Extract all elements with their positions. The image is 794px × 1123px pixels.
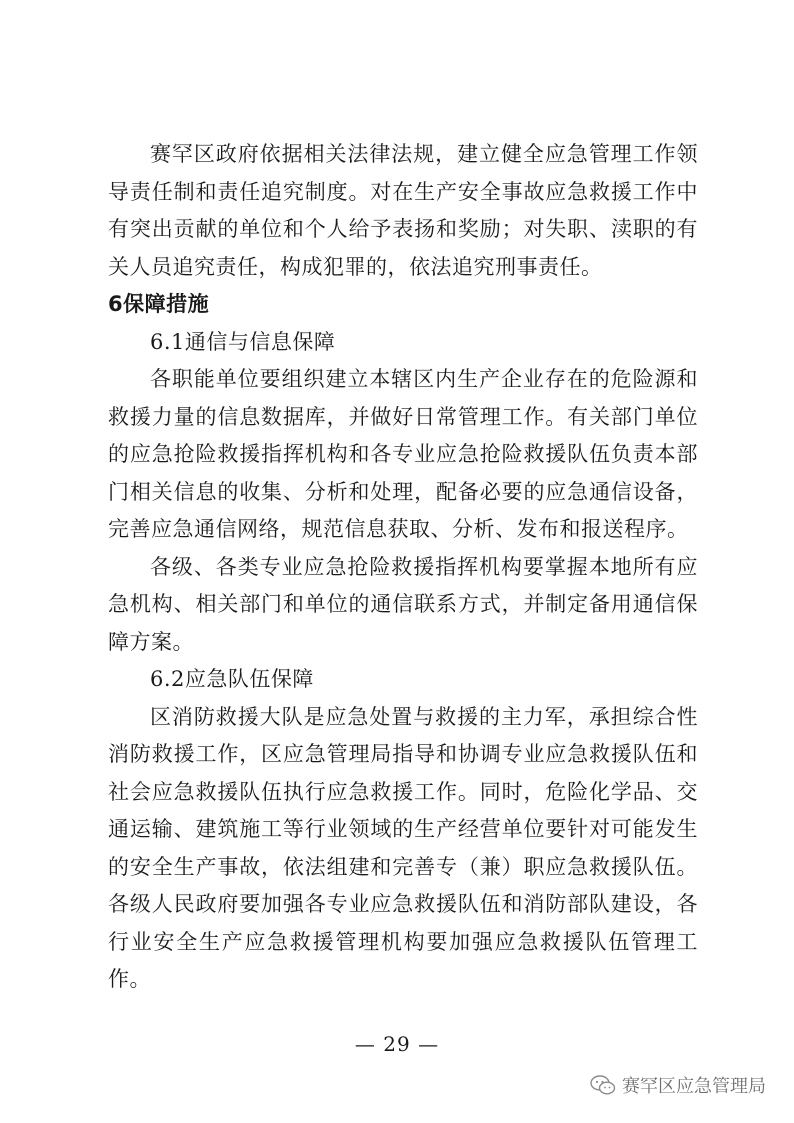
paragraph-6-2-teams: 区消防救援大队是应急处置与救援的主力军，承担综合性消防救援工作，区应急管理局指导和协调专业应急救援队伍和社会应急救援队伍执行应急救援工作。同时，危险化学品、交通运输、建筑施工等行业领域的生产经营单位要针对可能发生的安全生产事故，依法组建和完善专（兼）职应急救援队伍。各级人民政府要加强各专业应急救援队伍和消防部队建设，各行业安全生产应急救援管理机构要加强应急救援队伍管理工作。: [108, 704, 698, 991]
page-number: — 29 —: [354, 1032, 440, 1056]
section-6-1-heading: 6.1通信与信息保障: [150, 329, 336, 354]
section-6-2-heading: 6.2应急队伍保障: [150, 667, 314, 691]
wechat-icon: [590, 1074, 616, 1096]
paragraph-6-1-contacts: 各级、各类专业应急抢险救援指挥机构要掌握本地所有应急机构、相关部门和单位的通信联系方式，并制定备用通信保障方案。: [108, 554, 698, 654]
paragraph-accountability: 赛罕区政府依据相关法律法规，建立健全应急管理工作领导责任制和责任追究制度。对在生产安全事故应急救援工作中有突出贡献的单位和个人给予表扬和奖励；对失职、渎职的有关人员追究责任，构成犯罪的，依法追究刑事责任。: [108, 142, 698, 279]
wechat-watermark: [590, 1072, 766, 1098]
watermark-text: 赛罕区应急管理局: [622, 1076, 766, 1097]
section-6-heading: 6保障措施: [108, 292, 210, 316]
document-body: [108, 136, 698, 999]
paragraph-6-1-database: 各职能单位要组织建立本辖区内生产企业存在的危险源和救援力量的信息数据库，并做好日常管理工作。有关部门单位的应急抢险救援指挥机构和各专业应急抢险救援队伍负责本部门相关信息的收集、分析和处理，配备必要的应急通信设备，完善应急通信网络，规范信息获取、分析、发布和报送程序。: [108, 367, 698, 541]
